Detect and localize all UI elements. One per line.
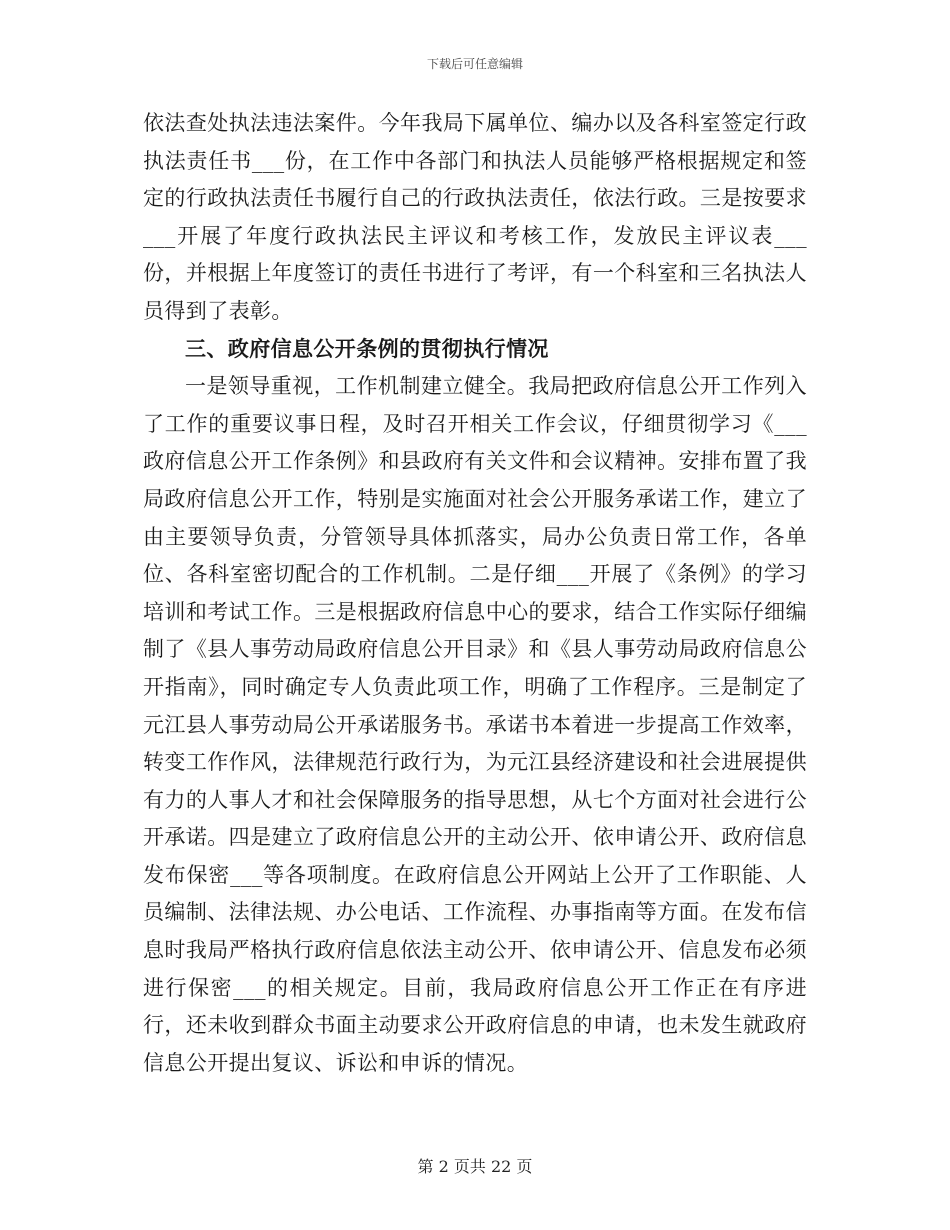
document-body xyxy=(143,105,807,1082)
paragraph: 一是领导重视，工作机制建立健全。我局把政府信息公开工作列入了工作的重要议事日程，及时召开相关工作会议，仔细贯彻学习《___政府信息公开工作条例》和县政府有关文件和会议精神。安排布置了我局政府信息公开工作，特别是实施面对社会公开服务承诺工作，建立了由主要领导负责，分管领导具体抓落实，局办公负责日常工作，各单位、各科室密切配合的工作机制。二是仔细___开展了《条例》的学习培训和考试工作。三是根据政府信息中心的要求，结合工作实际仔细编制了《县人事劳动局政府信息公开目录》和《县人事劳动局政府信息公开指南》，同时确定专人负责此项工作，明确了工作程序。三是制定了元江县人事劳动局公开承诺服务书。承诺书本着进一步提高工作效率，转变工作作风，法律规范行政行为，为元江县经济建设和社会进展提供有力的人事人才和社会保障服务的指导思想，从七个方面对社会进行公开承诺。四是建立了政府信息公开的主动公开、依申请公开、政府信息发布保密___等各项制度。在政府信息公开网站上公开了工作职能、人员编制、法律法规、办公电话、工作流程、办事指南等方面。在发布信息时我局严格执行政府信息依法主动公开、依申请公开、信息发布必须进行保密___的相关规定。目前，我局政府信息公开工作正在有序进行，还未收到群众书面主动要求公开政府信息的申请，也未发生就政府信息公开提出复议、诉讼和申诉的情况。 xyxy=(143,374,807,1075)
paragraph-continuation: 依法查处执法违法案件。今年我局下属单位、编办以及各科室签定行政执法责任书___份，在工作中各部门和执法人员能够严格根据规定和签定的行政执法责任书履行自己的行政执法责任，依法行政。三是按要求___开展了年度行政执法民主评议和考核工作，发放民主评议表___份，并根据上年度签订的责任书进行了考评，有一个科室和三名执法人员得到了表彰。 xyxy=(143,111,807,323)
section-heading: 三、政府信息公开条例的贯彻执行情况 xyxy=(185,336,549,361)
page-header: 下载后可任意编辑 xyxy=(426,57,523,71)
page-footer: 第 2 页共 22 页 xyxy=(417,1157,533,1176)
